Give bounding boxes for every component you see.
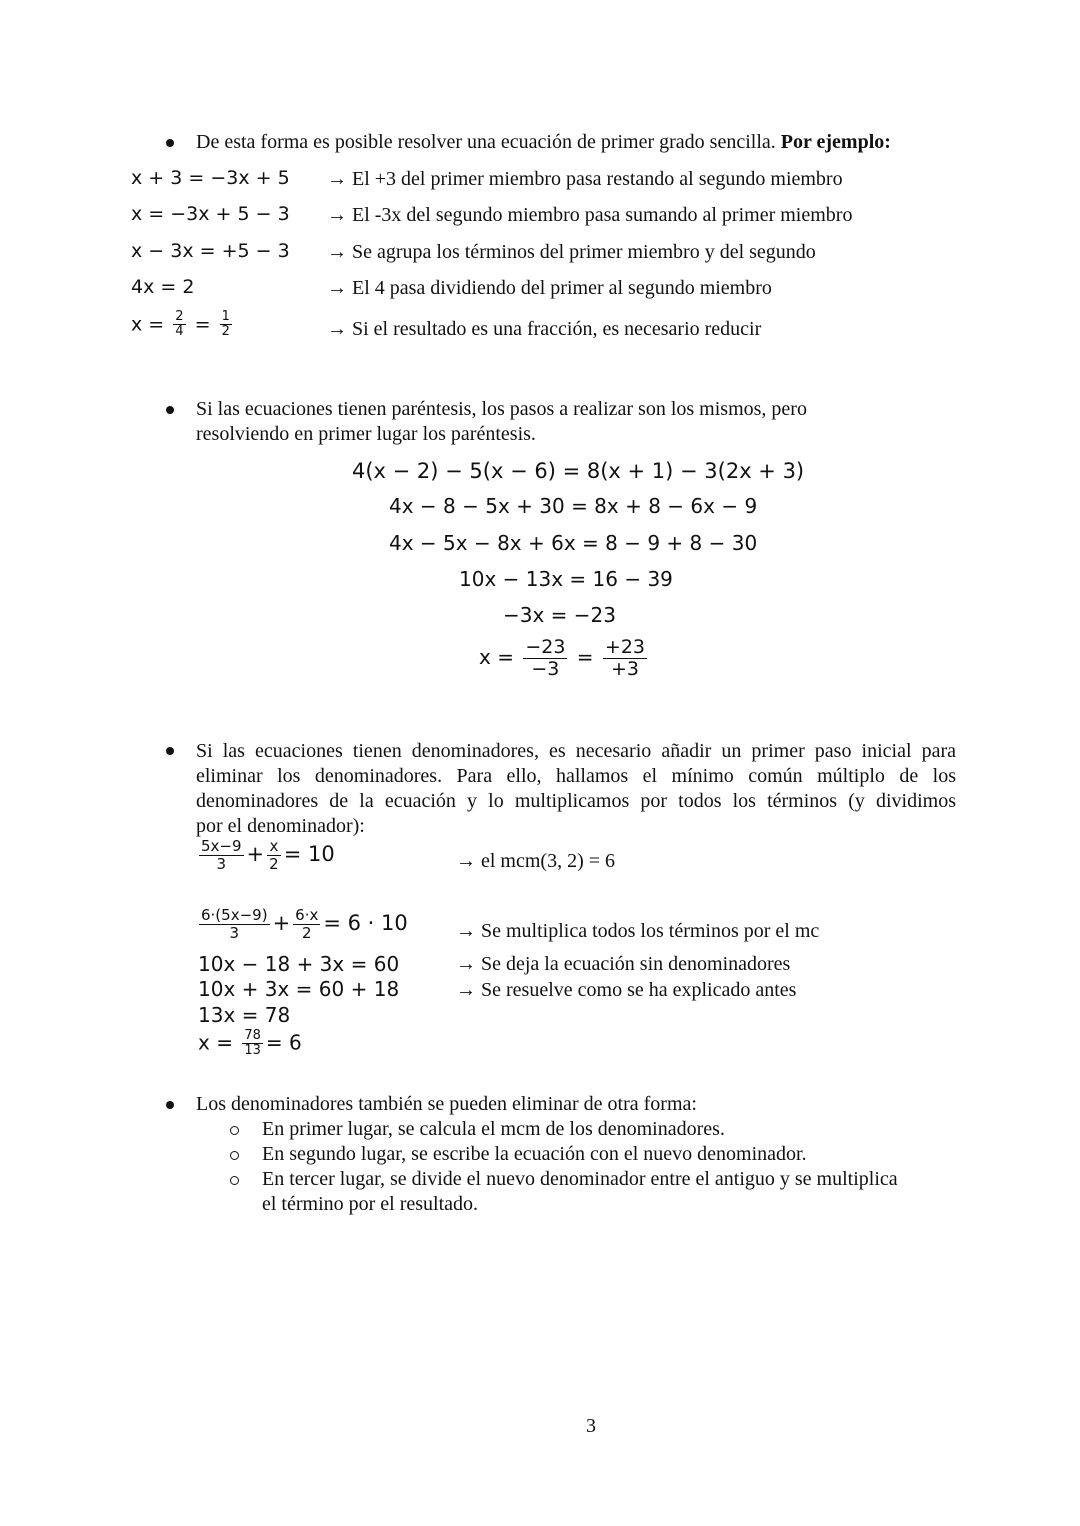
step-note: → Se agrupa los términos del primer miembro y del segundo bbox=[327, 241, 816, 263]
page-number: 3 bbox=[586, 1415, 596, 1437]
list-item: En segundo lugar, se escribe la ecuación con el nuevo denominador. bbox=[262, 1143, 807, 1165]
bullet bbox=[166, 1101, 174, 1109]
arrow-icon: → bbox=[327, 168, 347, 190]
sub-bullet bbox=[230, 1126, 239, 1135]
paragraph-line: Si las ecuaciones tienen denominadores, es necesario añadir un primer paso inicial para bbox=[196, 740, 956, 762]
fraction: $\frac{+23}{+3}$ bbox=[604, 636, 646, 680]
sub-bullet bbox=[230, 1176, 239, 1185]
step-note: → Se deja la ecuación sin denominadores bbox=[456, 953, 791, 975]
equation: 10x − 13x = 16 − 39 bbox=[459, 567, 673, 591]
arrow-icon: → bbox=[327, 277, 347, 299]
arrow-icon: → bbox=[327, 241, 347, 263]
step-note: → Se resuelve como se ha explicado antes bbox=[456, 979, 797, 1001]
equation: 4(x − 2) − 5(x − 6) = 8(x + 1) − 3(2x + 3) bbox=[352, 459, 805, 483]
fraction: $\frac{x}{2}$ bbox=[269, 837, 279, 873]
list-item: En tercer lugar, se divide el nuevo denominador entre el antiguo y se multiplica bbox=[262, 1168, 898, 1190]
section1-intro: De esta forma es posible resolver una ecuación de primer grado sencilla. Por ejemplo: bbox=[196, 131, 891, 153]
arrow-icon: → bbox=[327, 318, 347, 340]
equation: 13x = 78 bbox=[198, 1003, 291, 1027]
bullet bbox=[166, 747, 174, 755]
equation: −3x = −23 bbox=[503, 603, 616, 627]
paragraph-line: denominadores de la ecuación y lo multiplicamos por todos los términos (y dividimos bbox=[196, 790, 956, 812]
step-note: → El +3 del primer miembro pasa restando al segundo miembro bbox=[327, 168, 843, 190]
equation-fraction: x = $\frac{78}{13}$ = 6 bbox=[198, 1028, 302, 1059]
paragraph-line: resolviendo en primer lugar los paréntesis. bbox=[196, 423, 536, 445]
paragraph-line: eliminar los denominadores. Para ello, hallamos el mínimo común múltiplo de los bbox=[196, 765, 956, 787]
paragraph bbox=[196, 739, 956, 839]
equation: x − 3x = +5 − 3 bbox=[131, 240, 290, 262]
intro-bold: Por ejemplo: bbox=[780, 131, 891, 153]
equation: 10x + 3x = 60 + 18 bbox=[198, 977, 400, 1001]
step-note: → Se multiplica todos los términos por el mc bbox=[456, 920, 820, 942]
section4-intro: Los denominadores también se pueden eliminar de otra forma: bbox=[196, 1093, 697, 1115]
arrow-icon: → bbox=[456, 850, 476, 872]
equation: 10x − 18 + 3x = 60 bbox=[198, 952, 400, 976]
equation-fraction: $\frac{5x-9}{3}$ + $\frac{x}{2}$ = 10 bbox=[201, 837, 335, 873]
list-item-continuation: el término por el resultado. bbox=[262, 1193, 479, 1215]
bullet bbox=[166, 139, 174, 147]
equation: x + 3 = −3x + 5 bbox=[131, 167, 290, 189]
arrow-icon: → bbox=[456, 953, 476, 975]
step-note: → Si el resultado es una fracción, es necesario reducir bbox=[327, 318, 762, 340]
fraction: $\frac{2}{4}$ bbox=[175, 309, 184, 340]
arrow-icon: → bbox=[456, 920, 476, 942]
arrow-icon: → bbox=[327, 204, 347, 226]
fraction: $\frac{6\cdot x}{2}$ bbox=[295, 906, 319, 942]
fraction: $\frac{-23}{-3}$ bbox=[525, 636, 566, 680]
equation: 4x − 8 − 5x + 30 = 8x + 8 − 6x − 9 bbox=[389, 494, 758, 518]
fraction: $\frac{78}{13}$ bbox=[244, 1028, 261, 1059]
equation-fraction: $\frac{6\cdot(5x-9)}{3}$ + $\frac{6\cdot x}{2}$ = 6 · 10 bbox=[201, 906, 408, 942]
equation: 4x = 2 bbox=[131, 276, 195, 298]
sub-bullet bbox=[230, 1151, 239, 1160]
step-note: → El 4 pasa dividiendo del primer al segundo miembro bbox=[327, 277, 772, 299]
arrow-icon: → bbox=[456, 979, 476, 1001]
step-note: → el mcm(3, 2) = 6 bbox=[456, 850, 616, 872]
step-note: → El -3x del segundo miembro pasa sumando al primer miembro bbox=[327, 204, 853, 226]
fraction: $\frac{1}{2}$ bbox=[221, 309, 230, 340]
equation: 4x − 5x − 8x + 6x = 8 − 9 + 8 − 30 bbox=[389, 531, 758, 555]
equation: x = −3x + 5 − 3 bbox=[131, 203, 290, 225]
fraction: $\frac{6\cdot(5x-9)}{3}$ bbox=[201, 906, 268, 942]
paragraph-line: Si las ecuaciones tienen paréntesis, los pasos a realizar son los mismos, pero bbox=[196, 398, 807, 420]
bullet bbox=[166, 406, 174, 414]
equation-fraction: x = $\frac{2}{4}$ = $\frac{1}{2}$ bbox=[131, 309, 230, 340]
fraction: $\frac{5x-9}{3}$ bbox=[201, 837, 242, 873]
paragraph-line: por el denominador): bbox=[196, 815, 365, 837]
list-item: En primer lugar, se calcula el mcm de los denominadores. bbox=[262, 1118, 725, 1140]
equation-fraction: x = $\frac{-23}{-3}$ = $\frac{+23}{+3}$ bbox=[479, 636, 646, 680]
